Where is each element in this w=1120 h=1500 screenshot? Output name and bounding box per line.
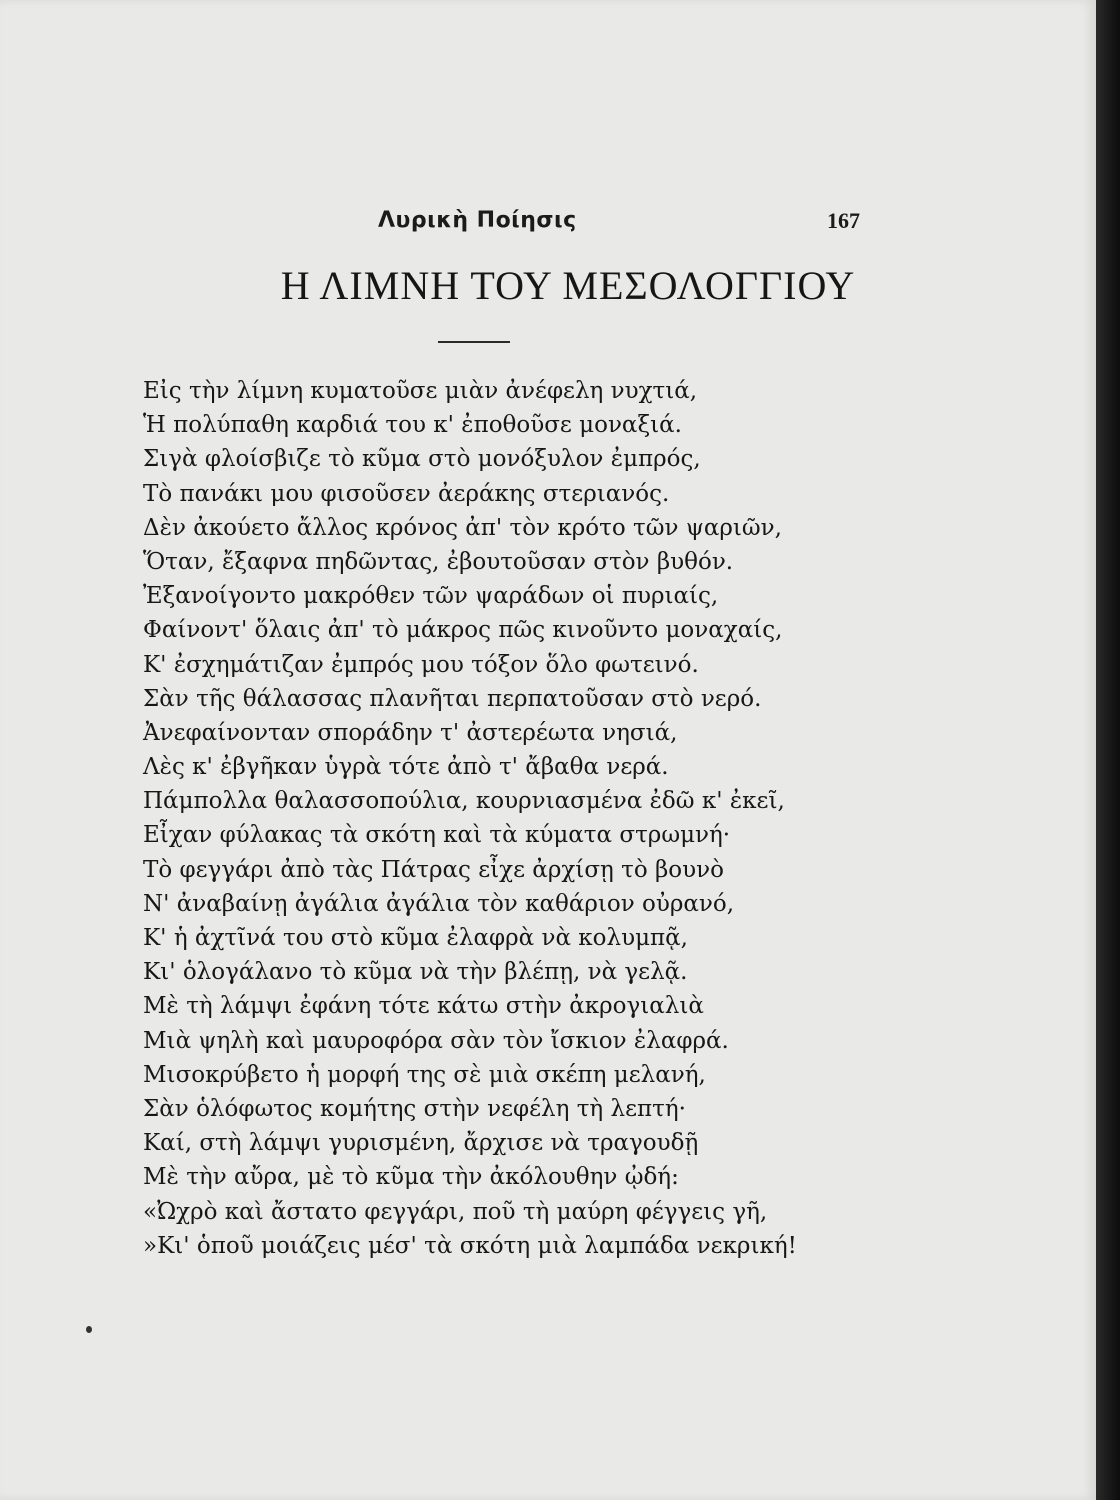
poem-line: Εἶχαν φύλακας τὰ σκότη καὶ τὰ κύματα στρωμνή· <box>143 822 731 849</box>
poem-line: Φαίνοντ' ὅλαις ἀπ' τὸ μάκρος πῶς κινοῦντο μοναχαίς, <box>143 617 783 644</box>
poem-line: Ν' ἀναβαίνῃ ἀγάλια ἀγάλια τὸν καθάριον οὐρανό, <box>143 890 735 917</box>
poem-line: Τὸ πανάκι μου φισοῦσεν ἀεράκης στεριανός. <box>143 480 670 507</box>
page-edge-shadow <box>1096 0 1120 1500</box>
poem-line: Μὲ τὴν αὔρα, μὲ τὸ κῦμα τὴν ἀκόλουθην ᾠδή: <box>143 1164 679 1191</box>
poem-line: Κ' ἡ ἀχτῖνά του στὸ κῦμα ἐλαφρὰ νὰ κολυμπᾷ, <box>143 925 688 951</box>
page-number: 167 <box>827 208 860 233</box>
poem-line: «Ὠχρὸ καὶ ἄστατο φεγγάρι, ποῦ τὴ μαύρη φέγγεις γῆ, <box>143 1198 768 1225</box>
poem-line: Λὲς κ' ἐβγῆκαν ὑγρὰ τότε ἀπὸ τ' ἄβαθα νερά. <box>143 754 669 781</box>
poem-line: Καί, στὴ λάμψι γυρισμένη, ἄρχισε νὰ τραγουδῇ <box>143 1130 699 1157</box>
poem-title: Η ΛΙΜΝΗ ΤΟΥ ΜΕΣΟΛΟΓΓΙΟΥ <box>280 263 856 308</box>
poem-line: Ἀνεφαίνονταν σποράδην τ' ἀστερέωτα νησιά, <box>143 719 678 746</box>
poem-line: Ἡ πολύπαθη καρδιά του κ' ἐποθοῦσε μοναξιά. <box>143 412 682 439</box>
poem-line: Ἐξανοίγοντο μακρόθεν τῶν ψαράδων οἱ πυριαίς, <box>143 583 719 610</box>
poem-line: Σὰν τῆς θάλασσας πλανῆται περπατοῦσαν στὸ νερό. <box>143 685 762 712</box>
poem-body <box>143 374 797 1263</box>
poem-line: Μιὰ ψηλὴ καὶ μαυροφόρα σὰν τὸν ἴσκιον ἐλαφρά. <box>143 1027 729 1054</box>
poem-line: Σὰν ὁλόφωτος κομήτης στὴν νεφέλη τὴ λεπτή· <box>143 1095 686 1122</box>
poem-line: Πάμπολλα θαλασσοπούλια, κουρνιασμένα ἐδῶ κ' ἐκεῖ, <box>143 788 785 815</box>
poem-line: »Κι' ὁποῦ μοιάζεις μέσ' τὰ σκότη μιὰ λαμπάδα νεκρική! <box>143 1232 797 1259</box>
poem-line: Μισοκρύβετο ἡ μορφή της σὲ μιὰ σκέπη μελανή, <box>143 1061 706 1088</box>
poem-line: Δὲν ἀκούετο ἄλλος κρόνος ἀπ' τὸν κρότο τῶν ψαριῶν, <box>143 514 782 541</box>
running-head: Λυρικὴ Ποίησις <box>378 208 577 233</box>
poem-line: Ὅταν, ἔξαφνα πηδῶντας, ἐβουτοῦσαν στὸν βυθόν. <box>143 548 734 575</box>
poem-line: Σιγὰ φλοίσβιζε τὸ κῦμα στὸ μονόξυλον ἐμπρός, <box>143 446 701 473</box>
poem-line: Τὸ φεγγάρι ἀπὸ τὰς Πάτρας εἶχε ἀρχίσῃ τὸ βουνὸ <box>143 856 724 883</box>
title-rule <box>438 341 510 343</box>
poem-line: Κι' ὁλογάλανο τὸ κῦμα νὰ τὴν βλέπῃ, νὰ γελᾷ. <box>143 959 688 986</box>
poem-line: Εἰς τὴν λίμνη κυματοῦσε μιὰν ἀνέφελη νυχτιά, <box>143 378 698 404</box>
ink-speck <box>86 1326 92 1333</box>
poem-line: Κ' ἐσχημάτιζαν ἐμπρός μου τόξον ὅλο φωτεινό. <box>143 651 699 678</box>
poem-line: Μὲ τὴ λάμψι ἐφάνη τότε κάτω στὴν ἀκρογιαλιὰ <box>143 993 704 1020</box>
